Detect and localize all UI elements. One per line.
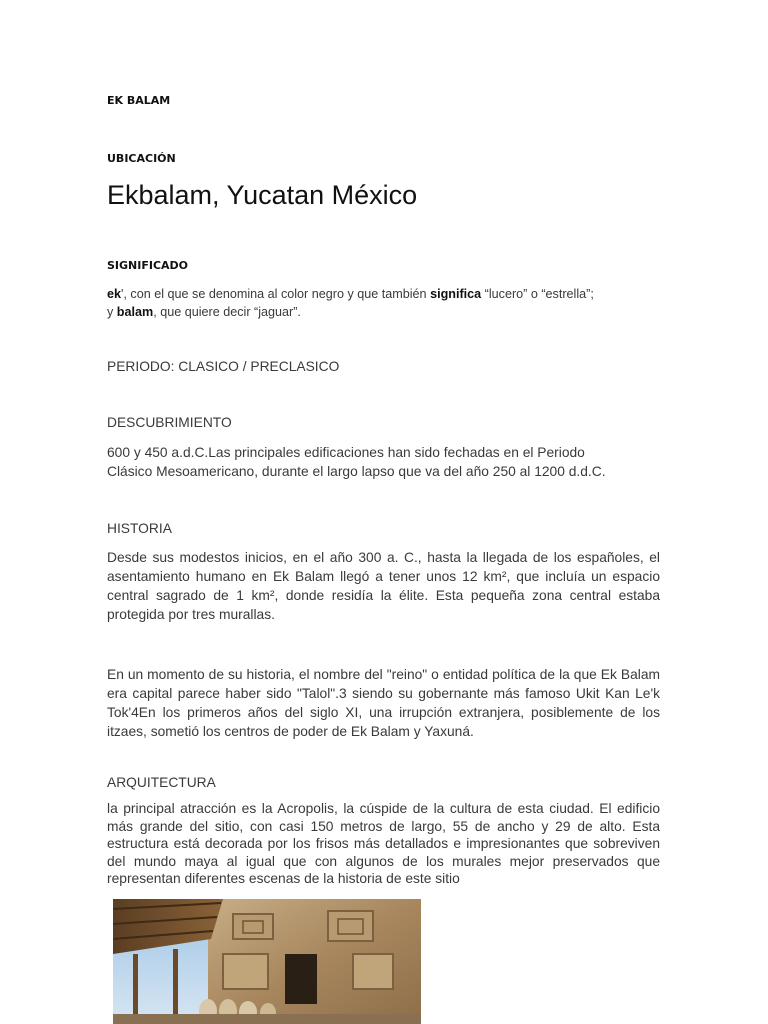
significado-paragraph [107,285,667,321]
document-title: EK BALAM [107,94,171,107]
significado-text-2: “lucero” o “estrella”; [481,287,594,301]
acropolis-photo [113,899,421,1024]
word-balam: balam [116,305,154,319]
word-ek: ek [107,287,122,301]
significado-line-1 [107,285,667,303]
periodo-line: PERIODO: CLASICO / PRECLASICO [107,359,340,374]
ubicacion-heading: UBICACIÓN [107,152,176,165]
historia-paragraph-2: En un momento de su historia, el nombre del "reino" o entidad política de la que Ek Balam era capital parece haber sido "Talol".3 siendo su gobernante más famoso Ukit Kan Le'k Tok'4En los primeros años del siglo XI, una irrupción extranjera, posiblemente de los itzaes, sometió los centros de poder de Ek Balam y Yaxuná. [107,667,660,739]
historia-heading: HISTORIA [107,521,172,536]
significado-text-3: y [107,305,117,319]
descubrimiento-heading: DESCUBRIMIENTO [107,415,232,430]
word-significa: significa [430,287,482,301]
acropolis-photo-illustration [113,899,421,1024]
significado-text-4: , que quiere decir “jaguar”. [153,305,301,319]
historia-paragraph-1: Desde sus modestos inicios, en el año 300 a. C., hasta la llegada de los españoles, el asentamiento humano en Ek Balam llegó a tener unos 12 km², que incluía un espacio central sagrado de 1 km², donde residía la élite. Esta pequeña zona central estaba protegida por tres murallas. [107,550,660,622]
location-title: Ekbalam, Yucatan México [107,180,418,210]
descubrimiento-paragraph [107,443,687,481]
arquitectura-heading: ARQUITECTURA [107,775,216,790]
arquitectura-paragraph: la principal atracción es la Acropolis, la cúspide de la cultura de esta ciudad. El edificio más grande del sitio, con casi 150 metros de largo, 55 de ancho y 29 de alto. Esta estructura está decorada por los frisos más detallados e impresionantes que sobreviven del mundo maya al igual que con algunos de los murales mejor preservados que representan diferentes escenas de la historia de este sitio [107,801,660,886]
significado-line-2 [107,303,667,321]
significado-text-1: ', con el que se denomina al color negro y que también [121,287,431,301]
descubrimiento-line-1: 600 y 450 a.d.C.Las principales edificaciones han sido fechadas en el Periodo [107,445,585,460]
descubrimiento-line-2: Clásico Mesoamericano, durante el largo lapso que va del año 250 al 1200 d.d.C. [107,464,606,479]
significado-heading: SIGNIFICADO [107,259,189,272]
